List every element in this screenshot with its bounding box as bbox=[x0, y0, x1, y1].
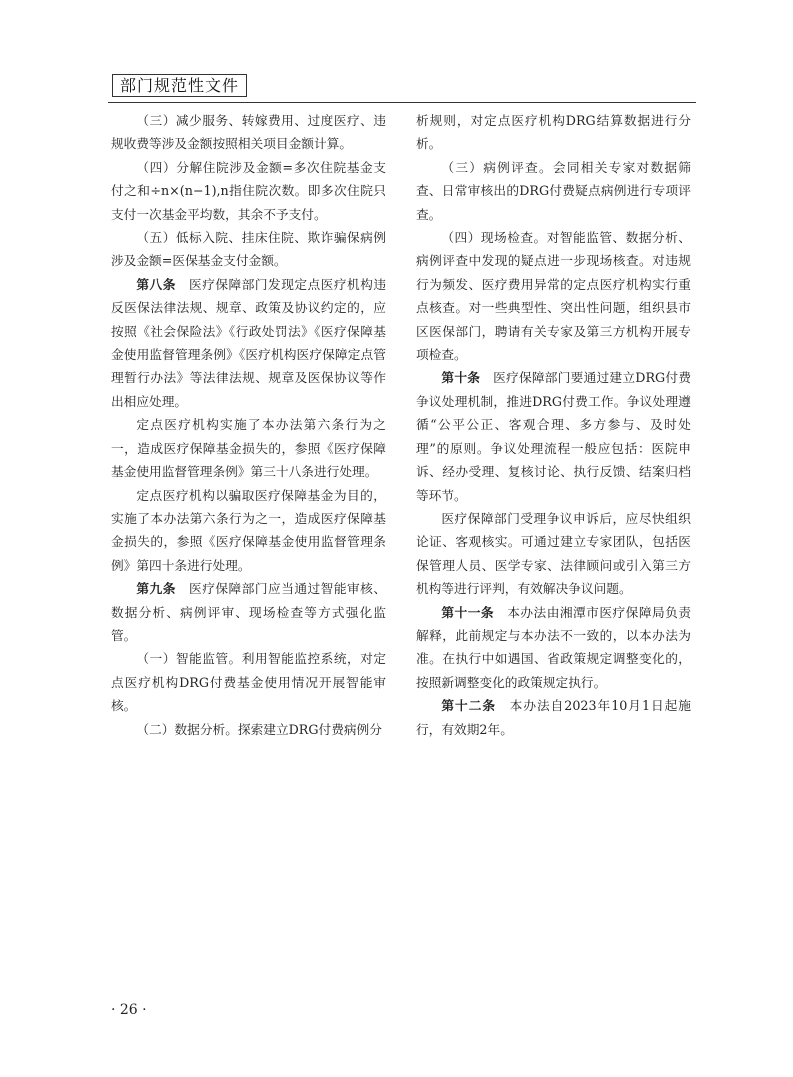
article-title: 第十一条 bbox=[441, 604, 495, 620]
paragraph: （一）智能监管。利用智能监控系统，对定点医疗机构DRG付费基金使用情况开展智能审核。 bbox=[111, 651, 386, 714]
paragraph-continuation: 析规则，对定点医疗机构DRG结算数据进行分析。 bbox=[416, 113, 691, 152]
paragraph: （五）低标入院、挂床住院、欺诈骗保病例涉及金额=医保基金支付金额。 bbox=[111, 230, 386, 269]
left-column bbox=[111, 109, 386, 741]
article-title: 第十二条 bbox=[441, 698, 497, 714]
paragraph: 医疗保障部门受理争议申诉后，应尽快组织论证、客观核实。可通过建立专家团队，包括医保管理人员、医学专家、法律顾问或引入第三方机构等进行评判，有效解决争议问题。 bbox=[416, 510, 691, 597]
article-text: 医疗保障部门应当通过智能审核、数据分析、病例评审、现场检查等方式强化监管。 bbox=[111, 581, 387, 643]
article-title: 第十条 bbox=[441, 370, 481, 386]
section-tag: 部门规范性文件 bbox=[112, 74, 247, 97]
paragraph: （三）减少服务、转嫁费用、过度医疗、违规收费等涉及金额按照相关项目金额计算。 bbox=[111, 113, 386, 152]
paragraph: （二）数据分析。探索建立DRG付费病例分 bbox=[136, 721, 382, 737]
page-number: · 26 · bbox=[111, 1002, 147, 1018]
paragraph: 定点医疗机构以骗取医疗保障基金为目的，实施了本办法第六条行为之一，造成医疗保障基金损失的，参照《医疗保障基金使用监督管理条例》第四十条进行处理。 bbox=[111, 487, 386, 573]
paragraph: （四）分解住院涉及金额=多次住院基金支付之和÷n×(n−1),n指住院次数。即多次住院只支付一次基金平均数，其余不予支付。 bbox=[111, 159, 386, 222]
paragraph: （四）现场检查。对智能监管、数据分析、病例评查中发现的疑点进一步现场核查。对违规行为频发、医疗费用异常的定点医疗机构实行重点核查。对一些典型性、突出性问题，组织县市区医保部门，聘请有关专家及第三方机构开展专项检查。 bbox=[416, 230, 691, 363]
article-text: 本办法由湘潭市医疗保障局负责解释，此前规定与本办法不一致的，以本办法为准。在执行中如遇国、省政策规定调整变化的，按照新调整变化的政策规定执行。 bbox=[416, 604, 692, 690]
article-paragraph bbox=[111, 273, 386, 413]
article-title: 第八条 bbox=[136, 276, 176, 292]
article-paragraph bbox=[416, 366, 691, 506]
paragraph: （三）病例评查。会同相关专家对数据筛查、日常审核出的DRG付费疑点病例进行专项评查。 bbox=[416, 159, 691, 222]
article-title: 第九条 bbox=[136, 581, 176, 597]
article-paragraph bbox=[111, 577, 386, 647]
article-paragraph bbox=[416, 694, 691, 741]
article-text: 医疗保障部门要通过建立DRG付费争议处理机制，推进DRG付费工作。争议处理遵循“公平公正、客观合理、多方参与、及时处理”的原则。争议处理流程一般应包括：医院申诉、经办受理、复核讨论、执行反馈、结案归档等环节。 bbox=[416, 370, 692, 503]
article-text: 本办法自2023年10月1日起施行，有效期2年。 bbox=[416, 698, 691, 737]
right-column bbox=[416, 109, 691, 741]
article-paragraph bbox=[416, 601, 691, 695]
paragraph: 定点医疗机构实施了本办法第六条行为之一，造成医疗保障基金损失的，参照《医疗保障基金使用监督管理条例》第三十八条进行处理。 bbox=[111, 417, 386, 480]
article-text: 医疗保障部门发现定点医疗机构违反医保法律法规、规章、政策及协议约定的，应按照《社会保险法》《行政处罚法》《医疗保障基金使用监督管理条例》《医疗机构医疗保障定点管理暂行办法》等法律法规、规章及医保协议等作出相应处理。 bbox=[111, 276, 387, 409]
header-divider bbox=[108, 102, 696, 103]
